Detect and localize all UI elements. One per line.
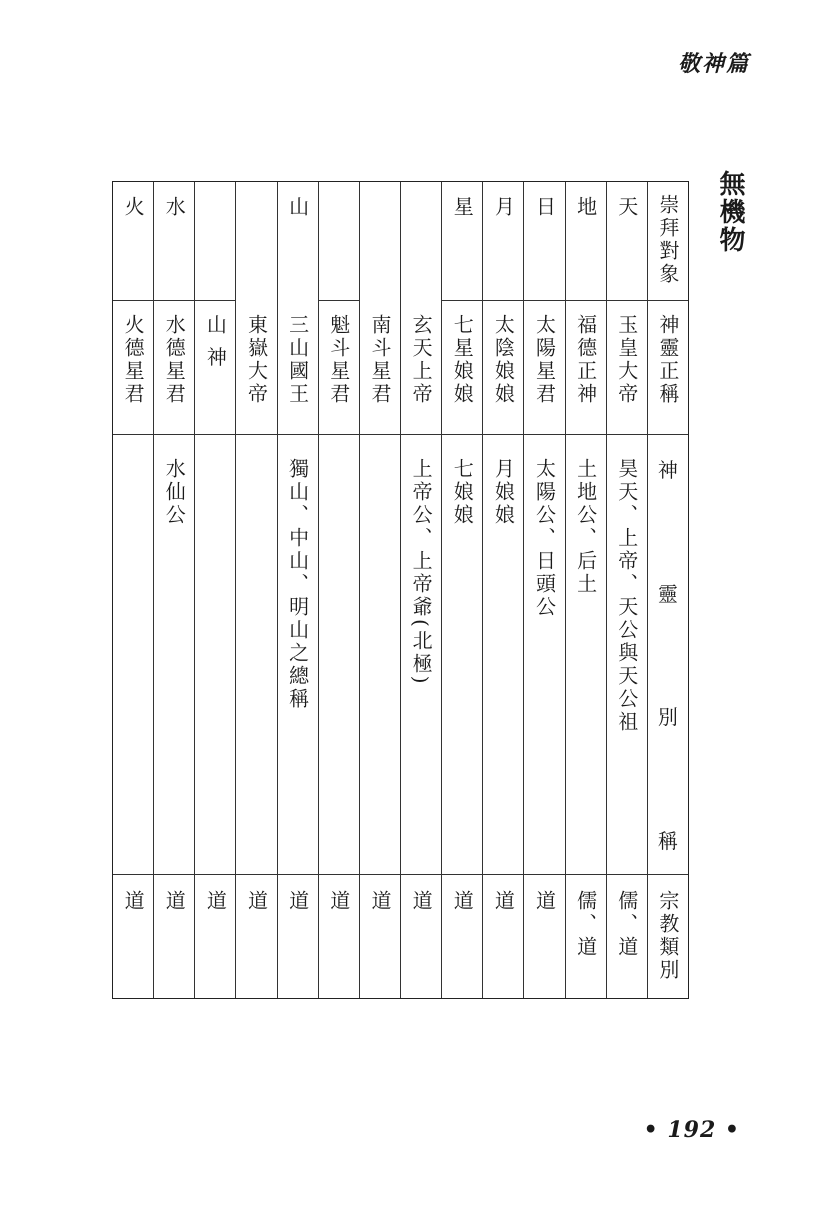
- row-object: 天: [614, 196, 639, 219]
- row-other-names: 上帝公、上帝爺(北極): [409, 458, 434, 687]
- row-proper-name: 玄天上帝: [409, 314, 434, 406]
- side-label: 無機物: [715, 170, 745, 254]
- table-row: [606, 182, 647, 998]
- row-other-names: 水仙公: [162, 458, 187, 527]
- row-other-names: 昊天、上帝、天公與天公祖: [614, 458, 639, 734]
- column-header-other-names-char: 稱: [657, 828, 678, 853]
- row-proper-name: 東嶽大帝: [244, 314, 269, 406]
- column-header-proper-name: 神靈正稱: [655, 314, 680, 406]
- column-header-other-names-char: 神: [657, 458, 678, 482]
- row-other-names: 獨山、中山、明山之總稱: [285, 458, 310, 711]
- table-row: [441, 182, 482, 998]
- table-row: [359, 182, 400, 998]
- row-religion: 道: [409, 890, 434, 913]
- page-number: • 192 •: [643, 1117, 740, 1143]
- table-row: [565, 182, 606, 998]
- row-proper-name: 水德星君: [162, 314, 187, 406]
- column-header-object: 崇拜對象: [655, 194, 680, 286]
- row-other-names: 七娘娘: [450, 458, 475, 527]
- table-row: [277, 182, 318, 998]
- row-proper-name: 山 神: [203, 314, 228, 370]
- row-proper-name: 南斗星君: [367, 314, 392, 406]
- row-religion: 道: [367, 890, 392, 913]
- row-religion: 道: [326, 890, 351, 913]
- column-header-religion: 宗教類別: [655, 890, 680, 982]
- row-proper-name: 火德星君: [121, 314, 146, 406]
- row-other-names: 月娘娘: [491, 458, 516, 527]
- row-religion: 道: [121, 890, 146, 913]
- row-religion: 道: [162, 890, 187, 913]
- column-header-other-names-char: 別: [657, 705, 678, 730]
- row-religion: 道: [203, 890, 228, 913]
- row-object: 地: [573, 196, 598, 219]
- row-religion: 儒、道: [573, 890, 598, 959]
- row-religion: 道: [532, 890, 557, 913]
- row-proper-name: 太陽星君: [532, 314, 557, 406]
- table-row: [318, 182, 359, 998]
- row-object: 火: [121, 196, 146, 219]
- table-row: [113, 182, 153, 998]
- row-religion: 儒、道: [614, 890, 639, 959]
- row-object: 月: [491, 196, 516, 219]
- row-religion: 道: [491, 890, 516, 913]
- running-head: 敬神篇: [677, 51, 750, 77]
- row-proper-name: 三山國王: [285, 314, 310, 406]
- header-column: [647, 182, 688, 998]
- row-proper-name: 福德正神: [573, 314, 598, 406]
- row-object: 山: [285, 196, 310, 219]
- row-object: 水: [162, 196, 187, 219]
- row-proper-name: 魁斗星君: [326, 314, 351, 406]
- row-object: 日: [532, 196, 557, 219]
- row-religion: 道: [244, 890, 269, 913]
- table-row: [194, 182, 235, 998]
- table-row: [153, 182, 194, 998]
- column-header-other-names-char: 靈: [657, 581, 678, 606]
- column-header-other-names: [648, 458, 688, 853]
- row-proper-name: 太陰娘娘: [491, 314, 516, 406]
- deity-table: [112, 181, 689, 999]
- row-religion: 道: [450, 890, 475, 913]
- table-row: [235, 182, 276, 998]
- row-other-names: 土地公、后土: [573, 458, 598, 596]
- row-other-names: 太陽公、日頭公: [532, 458, 557, 619]
- row-proper-name: 玉皇大帝: [614, 314, 639, 406]
- row-proper-name: 七星娘娘: [450, 314, 475, 406]
- row-object: 星: [450, 196, 475, 219]
- table-row: [482, 182, 523, 998]
- table-row: [400, 182, 441, 998]
- table-row: [523, 182, 564, 998]
- row-religion: 道: [285, 890, 310, 913]
